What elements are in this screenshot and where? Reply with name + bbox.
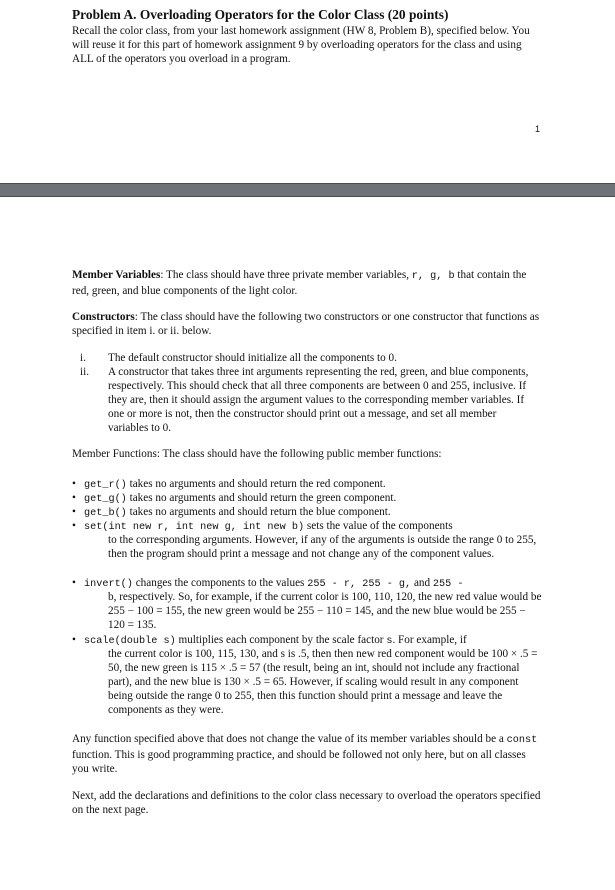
- inline-code: s: [386, 636, 393, 647]
- function-description: changes the components to the values: [132, 577, 308, 589]
- const-code: const: [506, 735, 538, 746]
- intro-paragraph: Recall the color class, from your last homework assignment (HW 8, Problem B), specified below. You will reuse it for this part of homework assignment 9 by overloading operators for the class and using ALL of the operators you overload in a program.: [72, 25, 530, 65]
- closing-paragraph: Next, add the declarations and definitions to the color class necessary to overload the operators specified on the next page.: [72, 790, 541, 816]
- function-description: takes no arguments and should return the red component.: [126, 478, 386, 490]
- inline-code: 255 -: [432, 579, 464, 590]
- function-description: sets the value of the components: [304, 520, 453, 532]
- member-functions-intro: Member Functions: The class should have the following public member functions:: [72, 448, 442, 460]
- constructors-text: : The class should have the following two constructors or one constructor that functions as specified in item i. or ii. below.: [72, 311, 540, 337]
- roman-text: A constructor that takes three int arguments representing the red, green, and blue components, respectively. This should check that all three components are between 0 and 255, inclusive. If they are, then it should assign the argument values to the corresponding member variables. If one or more is not, then the constructor should print out a message, and set all member variables to 0.: [108, 366, 529, 434]
- function-description-continued: to the corresponding arguments. However, if any of the arguments is outside the range 0 to 255, then the program should print a message and not change any of the component values.: [108, 534, 537, 560]
- function-code: get_g(): [84, 494, 127, 505]
- member-variables-text: : The class should have three private member variables,: [160, 269, 412, 281]
- bullet-icon: •: [72, 478, 76, 490]
- function-code: get_b(): [84, 508, 127, 519]
- page-number: 1: [535, 124, 541, 134]
- roman-number: ii.: [80, 366, 90, 378]
- roman-text: The default constructor should initialize all the components to 0.: [108, 352, 397, 364]
- function-code: set(int new r, int new g, int new b): [84, 522, 305, 533]
- function-description-continued: the current color is 100, 115, 130, and s is .5, then then new red component would be 100 × .5 = 50, the new green is 115 × .5 = 57 (the result, being an int, should not include any fractional part), and the new blue is 130 × .5 = 65. However, if scaling would result in any component being outside the range 0 to 255, then this function should print a message and leave the components as they were.: [108, 648, 538, 716]
- function-description: takes no arguments and should return the blue component.: [126, 506, 391, 518]
- function-code: scale(double s): [84, 636, 176, 647]
- function-description-continued: b, respectively. So, for example, if the current color is 100, 110, 120, the new red value would be 255 − 100 = 155, the new green would be 255 − 110 = 145, and the new blue would be 255 − 120 = 135.: [108, 591, 542, 631]
- member-variables-code: r, g, b: [411, 271, 455, 282]
- const-text-end: function. This is good programming practice, and should be followed not only here, but on all classes you write.: [72, 749, 526, 775]
- const-text: Any function specified above that does not change the value of its member variables should be a: [72, 733, 507, 745]
- roman-number: i.: [80, 352, 86, 364]
- function-code: invert(): [84, 579, 133, 590]
- bullet-icon: •: [72, 506, 76, 518]
- constructors-label: Constructors: [72, 311, 135, 323]
- document-page-1: [0, 0, 615, 183]
- bullet-icon: •: [72, 634, 76, 646]
- member-variables-text-end: that contain the red, green, and blue components of the light color.: [72, 269, 527, 297]
- problem-title: Problem A. Overloading Operators for the Color Class (20 points): [72, 7, 449, 22]
- document-page-2: [0, 197, 615, 890]
- bullet-icon: •: [72, 492, 76, 504]
- function-description: . For example, if: [392, 634, 467, 646]
- bullet-icon: •: [72, 520, 76, 532]
- page-separator: [0, 183, 615, 197]
- function-description: multiplies each component by the scale factor: [175, 634, 387, 646]
- function-description: takes no arguments and should return the green component.: [126, 492, 397, 504]
- inline-code: 255 - r, 255 - g,: [307, 579, 412, 590]
- member-variables-label: Member Variables: [72, 269, 161, 281]
- member-variables-paragraph: [72, 268, 542, 298]
- constructors-paragraph: [72, 310, 542, 338]
- function-code: get_r(): [84, 480, 127, 491]
- function-description: and: [411, 577, 433, 589]
- bullet-icon: •: [72, 577, 76, 589]
- const-paragraph: [72, 732, 542, 776]
